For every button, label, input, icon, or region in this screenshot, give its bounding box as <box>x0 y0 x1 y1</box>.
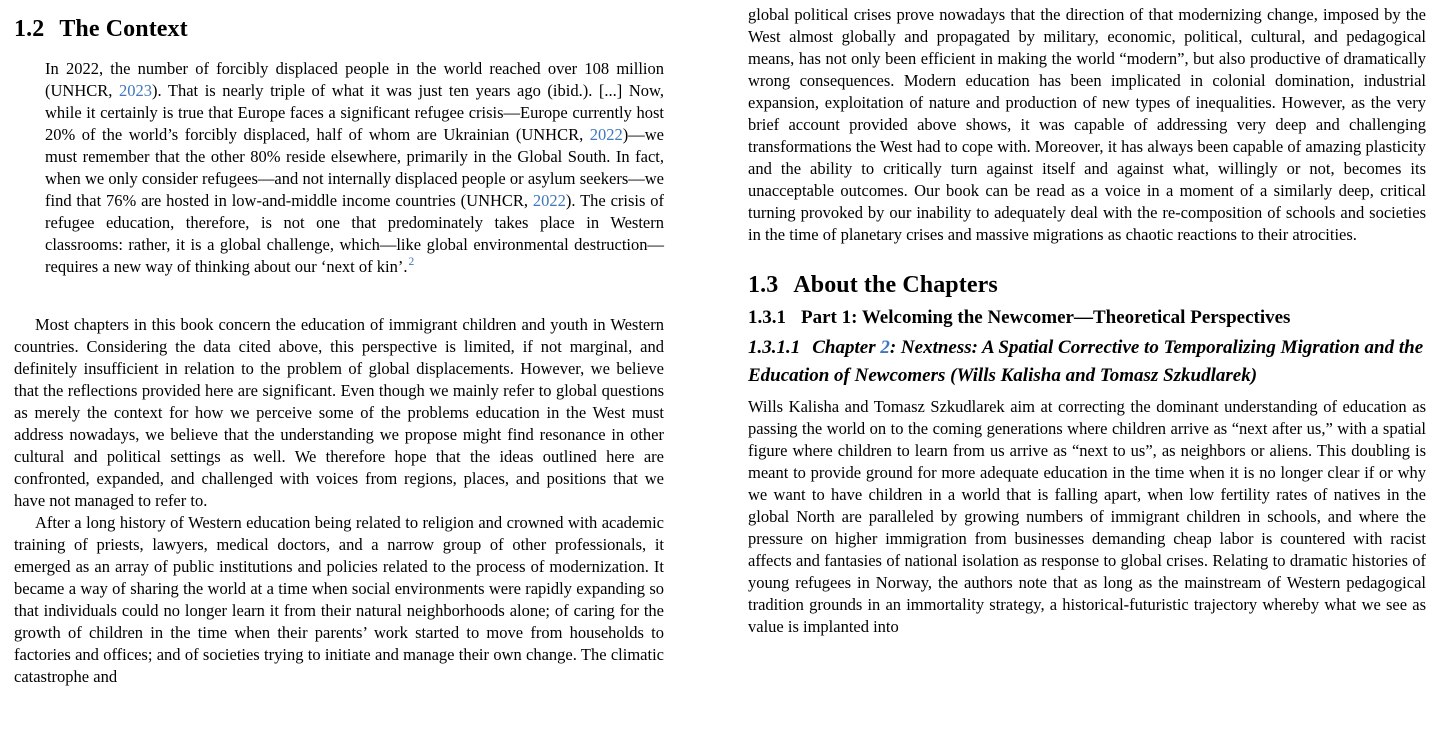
subsection-title: Part 1: Welcoming the Newcomer—Theoretical Perspectives <box>801 307 1291 328</box>
citation-link-2022-a[interactable]: 2022 <box>589 125 623 144</box>
context-quote-paragraph <box>45 58 664 278</box>
section-title: The Context <box>59 16 188 42</box>
text-run: : Nextness: A Spatial Corrective to Temporalizing Migration and the Education of Newcomers (Wills Kalisha and Tomasz Szkudlarek) <box>748 337 1424 386</box>
citation-link-2023[interactable]: 2023 <box>118 81 152 100</box>
section-number: 1.3 <box>748 272 779 298</box>
text-run: )—we must remember that the other 80% reside elsewhere, primarily in the Global South. In fact, when we only consider refugees—and not internally displaced people or asylum seekers—we find that 76% are hosted in low-and-middle income countries (UNHCR, <box>45 125 664 210</box>
subsection-heading-1-3-1 <box>748 305 1426 330</box>
subsection-number: 1.3.1 <box>748 307 786 328</box>
left-column <box>14 0 664 688</box>
section-heading-1-2 <box>14 14 664 44</box>
text-run: Chapter <box>812 337 881 358</box>
text-run: In 2022, the number of forcibly displaced people in the world reached over 108 million (UNHCR, <box>45 59 664 100</box>
text-run: ). The crisis of refugee education, therefore, is not one that predominately takes place in Western classrooms: rather, it is a global challenge, which—like global environmental destruction—requires a new way of thinking about our ‘next of kin’. <box>45 191 664 276</box>
paragraph-continuation: global political crises prove nowadays that the direction of that modernizing change, imposed by the West almost globally and propagated by military, economic, political, cultural, and pedagogical means, has not only been efficient in making the world “modern”, but also productive of dramatically wrong consequences. Modern education has been implicated in colonial domination, industrial expansion, exploitation of nature and production of new types of inequalities. However, as the very brief account provided above shows, it was capable of addressing very deep and challenging transformations the West had to cope with. Moreover, it has always been capable of amazing plasticity and the ability to critically turn against itself and against what, willingly or not, becomes its unacceptable outcomes. Our book can be read as a voice in a moment of a similarly deep, critical turning provoked by our inability to adequately deal with the re-composition of schools and societies in the time of planetary crises and massive migrations as chaotic reactions to their atrocities. <box>748 5 1426 244</box>
paragraph-chapter-2-summary: Wills Kalisha and Tomasz Szkudlarek aim at correcting the dominant understanding of education as passing the world on to the coming generations where children arrive as “next after us,” with a spatial figure where children to learn from us arrive as “next to us”, as neighbors or aliens. This doubling is meant to provide ground for more adequate education in the time when it is no longer clear if or why we want to have children in a world that is falling apart, when low fertility rates of natives in the global North are paralleled by growing numbers of immigrant children in schools, and where the pressure on higher immigration from businesses demanding cheap labor is countered with racist affects and fantasies of national isolation as response to global crises. Relating to dramatic histories of young refugees in Norway, the authors note that as long as the mainstream of Western pedagogical tradition grounds in an immortality strategy, a historical-futuristic trajectory whereby what we see as value is implanted into <box>748 397 1426 636</box>
citation-link-2022-b[interactable]: 2022 <box>532 191 566 210</box>
right-column <box>748 0 1426 638</box>
section-heading-1-3 <box>748 270 1426 300</box>
paragraph-after-long-history: After a long history of Western education being related to religion and crowned with academic training of priests, lawyers, medical doctors, and a narrow group of other professionals, it emerged as an array of public institutions and policies related to the process of modernization. It became a way of sharing the world at a time when social environments were rapidly expanding so that individuals could no longer learn it from their natural neighborhoods alone; of caring for the growth of children in the time when their parents’ work started to move from households to factories and offices; and of societies trying to initiate and manage their own change. The climatic catastrophe and <box>14 513 664 686</box>
text-run: ). That is nearly triple of what it was just ten years ago (ibid.). [...] Now, while it certainly is true that Europe faces a significant refugee crisis—Europe currently host 20% of the world’s forcibly displaced, half of whom are Ukrainian (UNHCR, <box>45 81 664 144</box>
subsection-number: 1.3.1.1 <box>748 337 801 358</box>
section-title: About the Chapters <box>793 272 998 298</box>
paragraph-most-chapters: Most chapters in this book concern the education of immigrant children and youth in Western countries. Considering the data cited above, this perspective is limited, if not marginal, and definitely insufficient in relation to the problem of global displacements. However, we believe that the reflections provided here are significant. Even though we mainly refer to global questions as merely the context for how we perceive some of the problems education in the West must address nowadays, we believe that the understanding we propose might find resonance in other cultural and political settings as well. We therefore hope that the ideas outlined here are confronted, expanded, and challenged with voices from regions, places, and positions that we have not managed to refer to. <box>14 315 664 510</box>
chapter-2-link[interactable]: 2 <box>880 337 890 358</box>
footnote-ref-2[interactable]: 2 <box>408 255 415 268</box>
subsubsection-heading-1-3-1-1 <box>748 334 1426 390</box>
section-number: 1.2 <box>14 16 45 42</box>
